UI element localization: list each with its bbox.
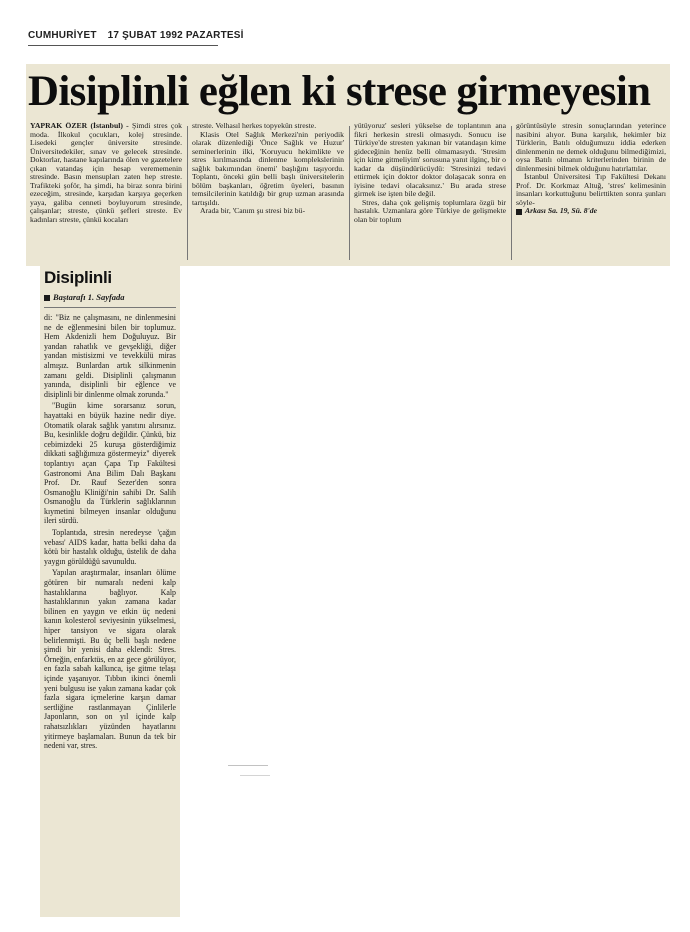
article-column-3 bbox=[354, 122, 506, 262]
column-divider bbox=[187, 126, 188, 260]
continuation-body bbox=[44, 313, 176, 913]
column-paragraph: İstanbul Üniversitesi Tıp Fakültesi Dekanı Prof. Dr. Korkmaz Altuğ, 'stres' kelimesinin insanları korkuttuğunu belirttikten sonra şunları söyle- bbox=[516, 172, 666, 207]
continuation-paragraph: di: "Biz ne çalışmasını, ne dinlenmesini ne de eğlenmesini bilen bir toplumuz. Hem Akdenizli hem Doğuluyuz. Bir yandan rahatlık ve gevşekliği, diğer yandan mistisizmi ve tevekkülü miras almışız. Bunlardan artık silkinmenin zamanı geldi. Disiplinli çalışmanın yanında, disiplinli bir eğlence ve disiplinli bir dinlenme olmak zorunda." bbox=[44, 313, 176, 399]
continued-note bbox=[516, 207, 666, 216]
masthead-paper: CUMHURİYET bbox=[28, 30, 97, 41]
column-paragraph: görüntüsüyle stresin sonuçlarından yeterince nasibini alıyor. Buna karşılık, hekimler biz Türklerin, Batılı olduğumuzu iddia ederken dinlenmenin ne demek olduğunu bilmediğimizi, oysa Batılı olmanın kriterlerinden birinin de dinlenmesini bilmek olduğunu hatırlattılar. bbox=[516, 122, 666, 173]
masthead-date: 17 ŞUBAT 1992 PAZARTESİ bbox=[107, 30, 244, 41]
continuation-rule bbox=[44, 307, 176, 308]
article-column-2 bbox=[192, 122, 344, 262]
pencil-mark bbox=[228, 765, 268, 766]
article-headline: Disiplinli eğlen ki strese girmeyesin bbox=[28, 68, 651, 115]
pencil-mark bbox=[240, 775, 270, 776]
square-bullet-icon bbox=[44, 295, 50, 301]
article-column-1 bbox=[30, 122, 182, 262]
continued-text: Arkası Sa. 19, Sü. 8'de bbox=[525, 206, 597, 216]
continuation-paragraph: Toplantıda, stresin neredeyse 'çağın vebası' AIDS kadar, hatta belki daha da kötü bir hastalık olduğu, üstelik de daha yaygın görüldüğü savunuldu. bbox=[44, 528, 176, 566]
column-divider bbox=[349, 126, 350, 260]
column-paragraph: streste. Velhasıl herkes topyekün streste. bbox=[192, 122, 317, 130]
column-divider bbox=[511, 126, 512, 260]
masthead-rule bbox=[28, 45, 218, 46]
continuation-paragraph: Yapılan araştırmalar, insanları ölüme götüren bir numaralı nedeni kalp hastalıklarına bağlıyor. Kalp hastalıklarının yakın zamana kadar bilinen en yaygın ve etkin üç nedeni kanın kolesterol seviyesinin yükselmesi, hiper tansiyon ve sigara olarak belirlenmişti. Bu üç belli başlı nedene şimdi bir yenisi daha eklendi: Stres. Örneğin, enfarktüs, en az gece görülüyor, en fazla sabah kalkınca, işe gitme telaşı içinde yaşanıyor. Tıbbın ikinci önemli yeni bulgusu ise yakın zamana kadar çok fazla sigara içmelerine karşın damar sertliğine rastlanmayan Çinlilerle Japonların, son on yıl içinde kalp rahatsızlıkları yüzünden hayatlarını yitirmeye başlamaları. Bunun da tek bir nedeni var, stres. bbox=[44, 568, 176, 751]
column-paragraph: Arada bir, 'Canım şu stresi biz bü- bbox=[200, 206, 306, 216]
continuation-title: Disiplinli bbox=[44, 268, 112, 287]
column-text: Şimdi stres çok moda. İlkokul çocukları, kolej stresinde. Lisedeki gençler üniversite stresinde. Üniversitedekiler, sınav ve gelecek stresinde. Doktorlar, hastane kapılarında ölen ve gazetelere çıkan vatandaş için hesap verememenin stresinde. Basın mensupları zaten hep streste. Trafikteki şoför, ha şimdi, ha biraz sonra birini ezeceğim, stresinde, karşıdan karşıya geçerken yaya, galiba cenneti boyluyorum stresinde, çalışanlar; streste, çünkü şefleri streste. Ev kadınları streste, çünkü kocaları bbox=[30, 122, 182, 225]
article-column-4 bbox=[516, 122, 666, 262]
article-columns bbox=[30, 122, 666, 262]
masthead bbox=[28, 30, 252, 41]
column-paragraph: yütüyoruz' sesleri yükselse de toplantının ana fikri herkesin stresli olmasıydı. Sonucu ise Türkiye'de stresten yakınan bir vatandaşın kime gideceğinin henüz belli olmamasıydı. 'Stresim için kime gitmeliyim' sorusuna yanıt ilginç, bir o kadar da düşündürücüydü: 'Stresinizi tedavi ettirmek için doktor doktor dolaşacak sonra en iyisine tedavi olacaksınız.' Bu arada strese girmek ise işten bile değil. bbox=[354, 122, 506, 199]
continuation-paragraph: "Bugün kime sorarsanız sorun, hayattaki en büyük hazine nedir diye. Otomatik olarak sağlık yanıtını alırsınız. Bu, kesinlikle doğru değildir. Çünkü, biz cebimizdeki 25 kuruşa gösterdiğimiz dikkati sağlığımıza göstermeyiz" diyerek toplantıyı açan Çapa Tıp Fakültesi Gastronomi Ana Bilim Dalı Başkanı Prof. Dr. Rauf Sezer'den sonra Osmanoğlu Kliniği'nin sahibi Dr. Salih Osmanoğlu da Türklerin sağlıklarının kıymetini bilmeyen insanlar olduğunu ileri sürdü. bbox=[44, 401, 176, 526]
article-byline: YAPRAK ÖZER (İstanbul) - bbox=[30, 122, 129, 130]
column-paragraph: Klasis Otel Sağlık Merkezi'nin periyodik olarak düzenlediği 'Önce Sağlık ve Huzur' seminerlerinin ilki, 'Koruyucu hekimlikte ve stres kırılmasında dinlenme komplekslerinin sağlık bakımından önemi' başlığını taşıyordu. Toplantı, önceki gün belli başlı üniversitelerin bölüm başkanları, öğretim üyeleri, basının temsilcilerinin katıldığı bir grup uzman arasında tartışıldı. bbox=[192, 129, 344, 207]
continuation-source-text: Baştarafı 1. Sayfada bbox=[53, 292, 125, 302]
square-bullet-icon bbox=[516, 209, 522, 215]
continuation-source bbox=[44, 292, 125, 302]
column-paragraph: Stres, daha çok gelişmiş toplumlara özgü bir hastalık. Uzmanlara göre Türkiye de gelişmekte olan bir toplum bbox=[354, 197, 506, 225]
